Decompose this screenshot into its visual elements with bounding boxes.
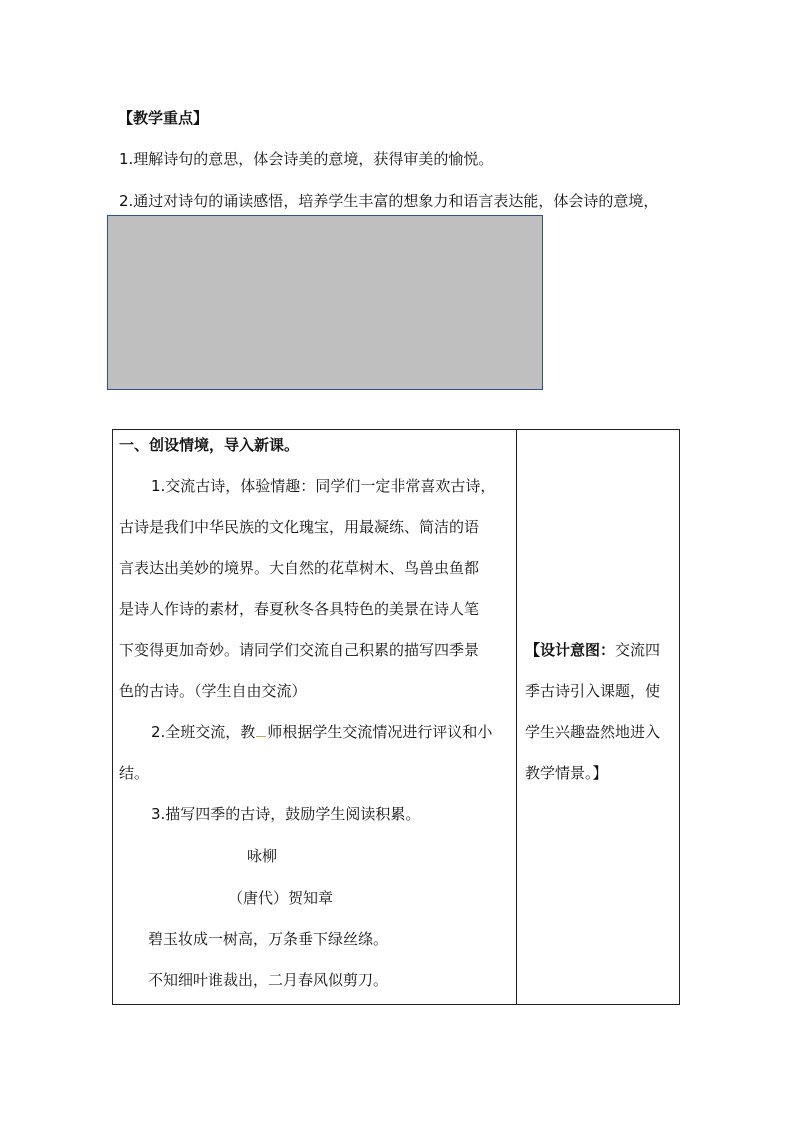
lesson-line-4: 是诗人作诗的素材，春夏秋冬各具特色的美景在诗人笔	[119, 600, 480, 618]
focus-item-2: 2.通过对诗句的诵读感悟，培养学生丰富的想象力和语言表达能，体会诗的意境，	[119, 192, 659, 210]
design-intent-line-2: 季古诗引入课题，使	[525, 682, 661, 700]
design-intent-line-3: 学生兴趣盎然地进入	[525, 723, 661, 741]
lesson-line-5: 下变得更加奇妙。请同学们交流自己积累的描写四季景	[119, 641, 480, 659]
table-column-divider	[516, 429, 517, 1005]
lesson-line-6: 色的古诗。（学生自由交流）	[119, 682, 307, 700]
lesson-line-2: 古诗是我们中华民族的文化瑰宝，用最凝练、简洁的语	[119, 518, 480, 536]
lesson-line-7-part-2: 师根据学生交流情况进行评议和小	[267, 723, 493, 741]
design-intent-label: 【设计意图：	[525, 641, 616, 659]
lesson-line-7-part-1: 2.全班交流，教	[151, 723, 256, 741]
focus-item-1: 1.理解诗句的意思，体会诗美的意境，获得审美的愉悦。	[119, 150, 494, 168]
design-intent-text-1: 交流四	[615, 641, 661, 659]
poem-line-1: 碧玉妆成一树高，万条垂下绿丝绦。	[148, 930, 389, 948]
section-title-teaching-focus: 【教学重点】	[118, 109, 209, 127]
lesson-line-9: 3.描写四季的古诗，鼓励学生阅读积累。	[151, 805, 421, 823]
lesson-line-8: 结。	[119, 764, 150, 782]
poem-line-2: 不知细叶谁裁出，二月春风似剪刀。	[148, 971, 389, 989]
lesson-line-1: 1.交流古诗，体验情趣：同学们一定非常喜欢古诗，	[151, 477, 496, 495]
lesson-line-7	[151, 721, 492, 742]
lesson-step-title: 一、创设情境，导入新课。	[119, 436, 300, 454]
lesson-line-3: 言表达出美妙的境界。大自然的花草树木、鸟兽虫鱼都	[119, 559, 480, 577]
poem-title: 咏柳	[247, 847, 278, 865]
poem-author: （唐代）贺知章	[228, 889, 334, 907]
design-intent-line-4: 教学情景。】	[525, 764, 608, 782]
inline-mark	[256, 736, 266, 737]
gray-image-placeholder	[107, 215, 543, 390]
design-intent-line-1	[525, 639, 660, 660]
